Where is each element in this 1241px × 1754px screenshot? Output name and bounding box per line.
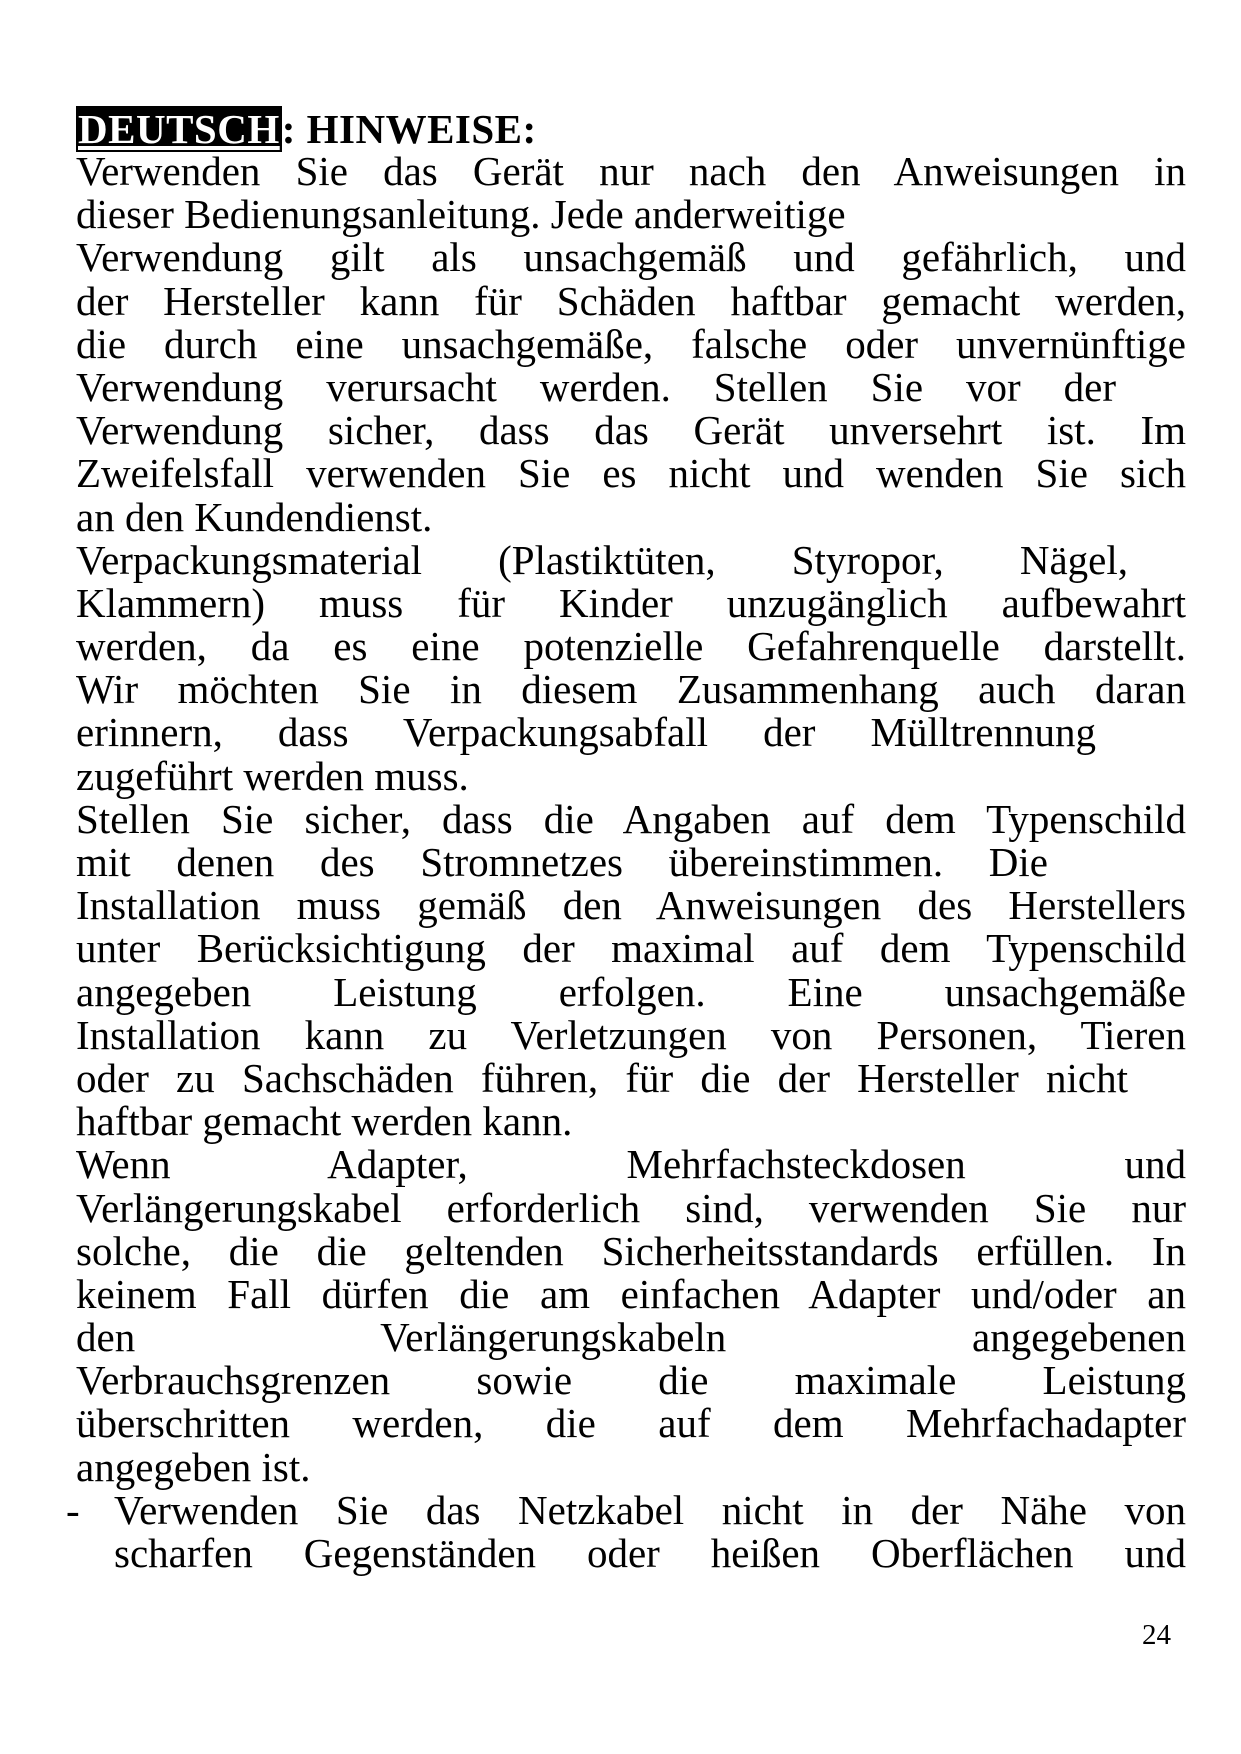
- text-line: Wir möchten Sie in diesem Zusammenhang auch daran: [76, 666, 1186, 713]
- page-number: 24: [1142, 1619, 1171, 1651]
- heading-title: : HINWEISE:: [281, 106, 537, 152]
- text-line: Verlängerungskabel erforderlich sind, verwenden Sie nur: [76, 1184, 1186, 1231]
- text-line: überschritten werden, die auf dem Mehrfachadapter: [76, 1400, 1186, 1447]
- section-heading: [76, 104, 537, 154]
- bullet-marker: -: [66, 1486, 80, 1533]
- text-line: haftbar gemacht werden kann.: [76, 1098, 573, 1145]
- text-line: der Hersteller kann für Schäden haftbar gemacht werden,: [76, 277, 1186, 324]
- text-line: Stellen Sie sicher, dass die Angaben auf dem Typenschild: [76, 795, 1186, 842]
- text-line: Verwendung verursacht werden. Stellen Sie vor der: [76, 363, 1116, 410]
- text-line: oder zu Sachschäden führen, für die der Hersteller nicht: [76, 1054, 1128, 1101]
- text-line: dieser Bedienungsanleitung. Jede anderweitige: [76, 191, 846, 238]
- text-line: Zweifelsfall verwenden Sie es nicht und wenden Sie sich: [76, 450, 1186, 497]
- text-line: werden, da es eine potenzielle Gefahrenquelle darstellt.: [76, 623, 1186, 670]
- text-line: an den Kundendienst.: [76, 493, 433, 540]
- text-line: mit denen des Stromnetzes übereinstimmen. Die: [76, 839, 1048, 885]
- text-line: die durch eine unsachgemäße, falsche oder unvernünftige: [76, 320, 1186, 367]
- text-line: zugeführt werden muss.: [76, 752, 469, 799]
- text-line: Klammern) muss für Kinder unzugänglich aufbewahrt: [76, 579, 1186, 626]
- text-line: Installation kann zu Verletzungen von Personen, Tieren: [76, 1011, 1186, 1058]
- text-line: den Verlängerungskabeln angegebenen: [76, 1314, 1186, 1361]
- text-line: Verwendung sicher, dass das Gerät unversehrt ist. Im: [76, 407, 1186, 454]
- text-line: solche, die die geltenden Sicherheitsstandards erfüllen. In: [76, 1227, 1186, 1274]
- text-line: angegeben Leistung erfolgen. Eine unsachgemäße: [76, 968, 1186, 1015]
- text-line: unter Berücksichtigung der maximal auf dem Typenschild: [76, 925, 1186, 972]
- text-line: Verpackungsmaterial (Plastiktüten, Styropor, Nägel,: [76, 536, 1128, 583]
- text-line: Installation muss gemäß den Anweisungen des Herstellers: [76, 882, 1186, 929]
- text-line: Verbrauchsgrenzen sowie die maximale Leistung: [76, 1357, 1186, 1404]
- language-badge: DEUTSCH: [78, 106, 280, 152]
- text-line: angegeben ist.: [76, 1443, 311, 1490]
- text-line: Wenn Adapter, Mehrfachsteckdosen und: [76, 1141, 1186, 1188]
- bullet-text-line: Verwenden Sie das Netzkabel nicht in der Nähe von: [114, 1486, 1186, 1533]
- bullet-item: [66, 1486, 1186, 1533]
- bullet-text-line: scharfen Gegenständen oder heißen Oberflächen und: [114, 1530, 1186, 1576]
- text-line: Verwenden Sie das Gerät nur nach den Anweisungen in: [76, 148, 1186, 194]
- text-line: Verwendung gilt als unsachgemäß und gefährlich, und: [76, 234, 1186, 281]
- instructions-body: [66, 148, 1186, 1576]
- text-line: keinem Fall dürfen die am einfachen Adapter und/oder an: [76, 1270, 1186, 1317]
- text-line: erinnern, dass Verpackungsabfall der Mülltrennung: [76, 709, 1096, 756]
